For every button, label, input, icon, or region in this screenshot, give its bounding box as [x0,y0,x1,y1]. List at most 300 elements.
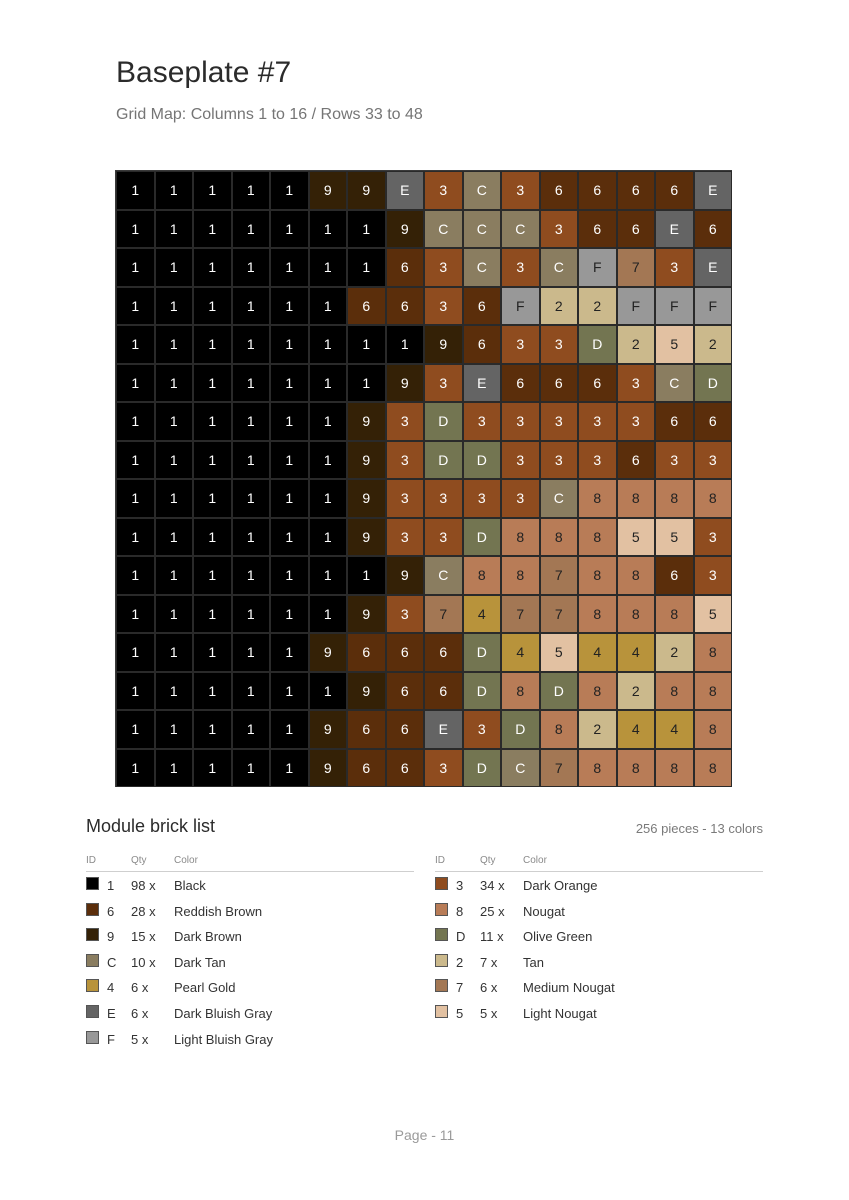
grid-cell: 1 [193,210,232,249]
brick-color-name: Dark Tan [174,954,226,970]
grid-cell: 1 [193,441,232,480]
color-swatch [435,954,448,967]
grid-cell: 1 [232,479,271,518]
grid-cell: 1 [309,441,348,480]
grid-cell: E [655,210,694,249]
grid-cell: 1 [155,595,194,634]
grid-cell: 2 [540,287,579,326]
grid-cell: 1 [193,672,232,711]
grid-cell: 1 [155,518,194,557]
grid-cell: 3 [501,248,540,287]
grid-cell: 8 [578,595,617,634]
grid-cell: 8 [617,749,656,788]
header-qty: Qty [131,855,147,866]
grid-cell: 1 [116,402,155,441]
grid-cell: 6 [655,402,694,441]
grid-cell: 1 [193,633,232,672]
grid-cell: 1 [309,210,348,249]
grid-cell: 6 [617,441,656,480]
grid-cell: 1 [347,210,386,249]
grid-cell: 3 [386,441,425,480]
grid-cell: 4 [463,595,502,634]
grid-cell: 4 [501,633,540,672]
color-swatch [435,979,448,992]
grid-cell: 6 [347,633,386,672]
grid-cell: 1 [155,210,194,249]
grid-cell: 9 [347,595,386,634]
grid-cell: 1 [155,441,194,480]
grid-cell: 9 [309,633,348,672]
grid-cell: D [540,672,579,711]
grid-cell: 3 [463,402,502,441]
baseplate-grid-map [115,170,732,787]
grid-cell: 6 [540,171,579,210]
grid-cell: 3 [424,749,463,788]
grid-cell: 6 [617,210,656,249]
brick-list-item [86,974,414,1000]
grid-cell: 1 [232,287,271,326]
grid-cell: 1 [232,710,271,749]
brick-list-item [435,949,763,975]
grid-cell: 3 [424,364,463,403]
grid-cell: 1 [232,595,271,634]
grid-cell: 1 [232,325,271,364]
grid-cell: 4 [617,633,656,672]
grid-cell: 3 [694,518,733,557]
grid-cell: 1 [193,749,232,788]
page-subtitle: Grid Map: Columns 1 to 16 / Rows 33 to 48 [116,106,423,123]
brick-list-item [435,923,763,949]
grid-cell: 4 [655,710,694,749]
grid-cell: 9 [309,171,348,210]
grid-cell: F [617,287,656,326]
grid-cell: E [386,171,425,210]
grid-cell: 8 [694,749,733,788]
grid-cell: 8 [501,518,540,557]
grid-cell: 8 [655,672,694,711]
grid-cell: 1 [309,325,348,364]
grid-cell: 1 [309,556,348,595]
grid-cell: 9 [309,710,348,749]
grid-cell: 2 [578,710,617,749]
grid-cell: 1 [309,402,348,441]
grid-cell: 9 [309,749,348,788]
brick-id: 6 [107,903,115,919]
grid-cell: 3 [501,479,540,518]
brick-id: 4 [107,980,115,996]
brick-list-item [435,974,763,1000]
page-footer: Page - 11 [394,1127,455,1143]
brick-list-item [86,1000,414,1026]
grid-cell: 8 [694,710,733,749]
grid-cell: 3 [540,441,579,480]
brick-color-name: Dark Orange [523,878,598,893]
grid-cell: 9 [424,325,463,364]
grid-cell: 8 [655,749,694,788]
page-title: Baseplate #7 [116,56,292,89]
grid-cell: 1 [309,248,348,287]
grid-cell: E [694,248,733,287]
brick-id: 2 [456,954,464,970]
grid-cell: 5 [655,518,694,557]
grid-cell: 1 [309,287,348,326]
grid-cell: 1 [347,556,386,595]
grid-cell: 6 [694,402,733,441]
grid-cell: 7 [501,595,540,634]
grid-cell: 1 [270,518,309,557]
grid-cell: 1 [232,441,271,480]
grid-cell: 1 [270,325,309,364]
grid-cell: 1 [193,595,232,634]
grid-cell: D [501,710,540,749]
grid-cell: C [463,248,502,287]
grid-cell: 8 [578,556,617,595]
grid-cell: 1 [309,364,348,403]
grid-cell: 3 [540,402,579,441]
grid-cell: 3 [386,402,425,441]
grid-cell: 1 [232,402,271,441]
grid-cell: 1 [270,633,309,672]
grid-cell: 1 [116,479,155,518]
grid-cell: 1 [116,710,155,749]
grid-cell: 2 [655,633,694,672]
grid-cell: 9 [347,672,386,711]
brick-list-summary: 256 pieces - 13 colors [635,821,763,836]
brick-list-item [435,872,763,898]
grid-cell: 1 [270,672,309,711]
grid-cell: C [424,556,463,595]
brick-color-name: Dark Bluish Gray [174,1005,273,1021]
grid-cell: 1 [155,749,194,788]
grid-cell: 3 [540,325,579,364]
brick-qty: 5 x [131,1031,149,1047]
grid-cell: 1 [309,595,348,634]
grid-cell: 6 [578,210,617,249]
grid-cell: 1 [116,518,155,557]
grid-cell: 6 [386,672,425,711]
brick-list-title: Module brick list [86,816,216,836]
brick-qty: 10 x [131,954,156,970]
grid-cell: 1 [155,633,194,672]
grid-cell: 1 [270,595,309,634]
grid-cell: 1 [232,749,271,788]
color-swatch [435,903,448,916]
brick-color-name: Reddish Brown [174,903,263,919]
grid-cell: 1 [309,479,348,518]
grid-cell: 3 [694,556,733,595]
grid-cell: 1 [116,595,155,634]
grid-cell: 1 [155,325,194,364]
grid-cell: 1 [309,518,348,557]
grid-cell: 8 [655,595,694,634]
brick-color-name: Medium Nougat [523,980,615,996]
grid-cell: 1 [116,248,155,287]
grid-cell: 3 [617,402,656,441]
grid-cell: F [578,248,617,287]
grid-cell: 1 [116,441,155,480]
grid-cell: 9 [386,210,425,249]
grid-cell: D [694,364,733,403]
grid-cell: 1 [347,248,386,287]
grid-cell: 1 [116,171,155,210]
brick-qty: 28 x [131,903,156,919]
grid-cell: 1 [232,248,271,287]
grid-cell: 1 [232,518,271,557]
grid-cell: 1 [116,633,155,672]
grid-cell: 6 [578,364,617,403]
brick-color-name: Dark Brown [174,929,242,945]
grid-cell: 3 [424,479,463,518]
grid-cell: C [501,210,540,249]
grid-cell: C [540,479,579,518]
grid-cell: 1 [116,672,155,711]
grid-cell: 5 [540,633,579,672]
grid-cell: 1 [270,556,309,595]
grid-cell: 8 [578,749,617,788]
grid-cell: 1 [270,710,309,749]
grid-cell: 8 [501,672,540,711]
brick-qty: 5 x [480,1005,498,1021]
grid-cell: 1 [270,248,309,287]
grid-cell: C [424,210,463,249]
grid-cell: D [463,441,502,480]
grid-cell: 7 [540,595,579,634]
brick-id: E [107,1005,116,1021]
grid-cell: 8 [578,518,617,557]
grid-cell: 9 [347,402,386,441]
grid-cell: 6 [347,710,386,749]
grid-cell: 8 [578,672,617,711]
brick-list-item [86,872,414,898]
grid-cell: 6 [347,749,386,788]
brick-id: F [107,1031,115,1047]
grid-cell: 6 [347,287,386,326]
grid-cell: 8 [694,633,733,672]
grid-cell: 9 [347,171,386,210]
brick-qty: 6 x [131,1005,149,1021]
brick-list-item [435,898,763,924]
grid-cell: D [463,518,502,557]
grid-cell: 6 [386,710,425,749]
color-swatch [86,877,99,890]
grid-cell: 6 [694,210,733,249]
grid-cell: 8 [617,479,656,518]
grid-cell: 1 [116,210,155,249]
brick-list-item [86,1026,414,1052]
brick-qty: 7 x [480,954,498,970]
grid-cell: 6 [501,364,540,403]
grid-cell: 1 [193,518,232,557]
grid-cell: 1 [193,248,232,287]
grid-cell: 3 [386,479,425,518]
grid-cell: 1 [155,672,194,711]
grid-cell: 6 [540,364,579,403]
brick-id: 1 [107,878,115,893]
grid-cell: 2 [617,325,656,364]
brick-color-name: Light Bluish Gray [174,1031,273,1047]
color-swatch [86,1005,99,1018]
grid-cell: 6 [655,171,694,210]
grid-cell: 1 [155,710,194,749]
brick-id: 3 [456,878,464,893]
grid-cell: C [463,171,502,210]
brick-color-name: Pearl Gold [174,980,236,996]
brick-list-item [86,949,414,975]
grid-cell: 8 [540,710,579,749]
grid-cell: F [501,287,540,326]
header-qty: Qty [480,855,496,866]
grid-cell: 1 [116,556,155,595]
header-id: ID [86,855,96,866]
grid-cell: F [694,287,733,326]
grid-cell: C [501,749,540,788]
grid-cell: 6 [386,633,425,672]
grid-cell: 8 [655,479,694,518]
grid-cell: 1 [155,402,194,441]
grid-cell: 8 [540,518,579,557]
color-swatch [86,928,99,941]
color-swatch [435,877,448,890]
grid-cell: 6 [463,287,502,326]
grid-cell: 1 [270,287,309,326]
grid-cell: 1 [232,171,271,210]
grid-cell: 3 [424,248,463,287]
grid-cell: 3 [501,171,540,210]
grid-cell: 5 [655,325,694,364]
grid-cell: D [578,325,617,364]
brick-id: 8 [456,903,464,919]
brick-list-item [86,898,414,924]
brick-color-name: Olive Green [523,929,593,945]
brick-qty: 34 x [480,878,505,893]
grid-cell: 3 [463,479,502,518]
brick-qty: 6 x [131,980,149,996]
color-swatch [435,928,448,941]
grid-cell: 1 [309,672,348,711]
grid-cell: 3 [463,710,502,749]
grid-cell: 1 [193,287,232,326]
grid-cell: 6 [386,749,425,788]
grid-cell: 1 [155,556,194,595]
grid-cell: 3 [424,518,463,557]
grid-cell: 1 [270,402,309,441]
color-swatch [86,979,99,992]
grid-cell: C [655,364,694,403]
grid-cell: 3 [578,402,617,441]
brick-list-item [435,1000,763,1026]
grid-cell: E [424,710,463,749]
grid-cell: 3 [501,441,540,480]
grid-cell: 2 [617,672,656,711]
grid-cell: 1 [232,556,271,595]
grid-cell: 1 [270,479,309,518]
brick-id: 5 [456,1005,464,1021]
grid-cell: 9 [386,364,425,403]
grid-cell: 3 [424,287,463,326]
grid-cell: 1 [155,364,194,403]
grid-cell: 8 [501,556,540,595]
grid-cell: 1 [347,364,386,403]
grid-cell: 8 [578,479,617,518]
grid-cell: 3 [655,441,694,480]
grid-cell: 3 [386,595,425,634]
grid-cell: F [655,287,694,326]
grid-cell: C [463,210,502,249]
grid-cell: 1 [193,479,232,518]
grid-cell: 6 [578,171,617,210]
grid-cell: 6 [424,633,463,672]
grid-cell: 8 [694,672,733,711]
brick-id: D [456,929,466,945]
grid-cell: 4 [617,710,656,749]
brick-list-header [86,853,414,872]
grid-cell: C [540,248,579,287]
grid-cell: 1 [116,364,155,403]
grid-cell: 1 [386,325,425,364]
grid-cell: 2 [578,287,617,326]
brick-id: C [107,954,117,970]
brick-id: 7 [456,980,464,996]
grid-cell: 7 [540,556,579,595]
grid-cell: 8 [617,556,656,595]
brick-qty: 98 x [131,878,156,893]
grid-cell: 3 [578,441,617,480]
brick-list-left-column [86,853,414,1051]
grid-cell: D [463,672,502,711]
brick-color-name: Tan [523,954,544,970]
grid-cell: 7 [617,248,656,287]
grid-cell: 3 [501,325,540,364]
grid-cell: E [694,171,733,210]
grid-cell: 1 [270,171,309,210]
grid-cell: 2 [694,325,733,364]
grid-cell: 1 [155,171,194,210]
brick-id: 9 [107,929,115,945]
grid-cell: 3 [540,210,579,249]
grid-cell: 9 [347,441,386,480]
grid-cell: 3 [655,248,694,287]
grid-cell: D [424,441,463,480]
grid-cell: 9 [347,479,386,518]
brick-qty: 25 x [480,903,505,919]
grid-cell: 1 [232,364,271,403]
grid-cell: 3 [501,402,540,441]
grid-cell: 8 [694,479,733,518]
grid-cell: 1 [270,364,309,403]
brick-list-header [435,853,763,872]
grid-cell: 1 [155,287,194,326]
grid-cell: 5 [617,518,656,557]
grid-cell: 1 [232,210,271,249]
grid-cell: 1 [155,248,194,287]
grid-cell: 1 [232,672,271,711]
grid-cell: D [424,402,463,441]
grid-cell: 9 [386,556,425,595]
grid-cell: 5 [694,595,733,634]
grid-cell: 1 [116,325,155,364]
grid-cell: 3 [617,364,656,403]
grid-cell: 1 [232,633,271,672]
color-swatch [435,1005,448,1018]
brick-qty: 11 x [480,929,504,945]
grid-cell: E [463,364,502,403]
grid-cell: 1 [116,287,155,326]
grid-cell: 6 [386,287,425,326]
grid-cell: 8 [617,595,656,634]
grid-cell: 6 [655,556,694,595]
grid-cell: 4 [578,633,617,672]
header-id: ID [435,855,445,866]
